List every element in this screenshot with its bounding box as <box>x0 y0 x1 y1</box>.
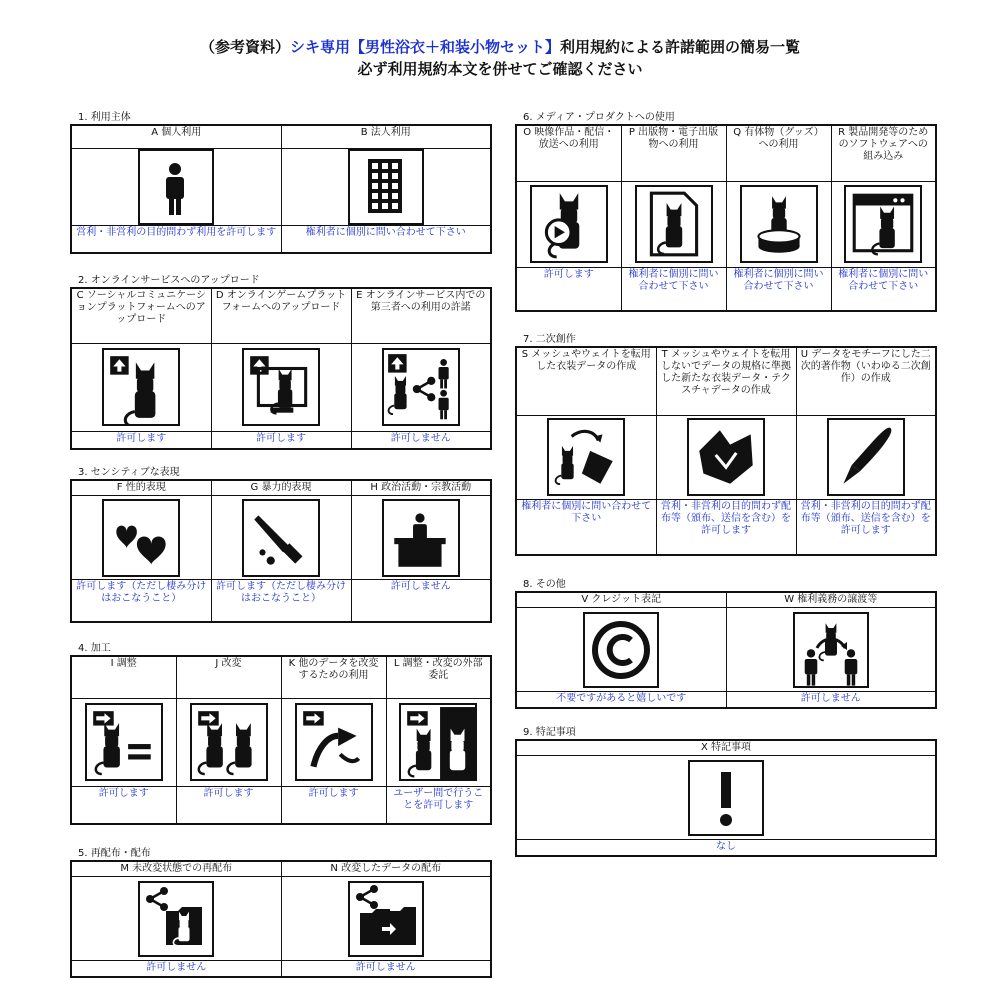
upload-social-icon <box>102 348 180 426</box>
section-3 <box>70 466 492 623</box>
section-8 <box>515 578 937 709</box>
item-header: V クレジット表記 <box>516 592 726 608</box>
goods-icon <box>740 185 818 263</box>
result-row <box>71 786 491 824</box>
item-icon-cell <box>516 181 621 267</box>
item-header: W 権利義務の譲渡等 <box>726 592 936 608</box>
building-icon <box>348 149 424 225</box>
person-icon <box>138 149 214 225</box>
item-icon-cell <box>656 415 796 499</box>
item-result: 許可しません <box>351 580 491 622</box>
modify-icon <box>190 703 268 781</box>
item-result: 許可しません <box>281 961 491 977</box>
item-icon-cell <box>71 698 176 786</box>
section-label: 7. 二次創作 <box>523 334 576 345</box>
item-header: A 個人利用 <box>71 125 281 148</box>
adjust-icon <box>85 703 163 781</box>
item-result: 許可しません <box>351 431 491 449</box>
item-header: L 調整・改変の外部委託 <box>386 656 491 698</box>
item-header: T メッシュやウェイトを転用しないでデータの規格に準拠した新たな衣装データ・テクスチャデータの作成 <box>656 347 796 415</box>
section-label: 4. 加工 <box>78 643 111 654</box>
section-label: 5. 再配布・配布 <box>78 848 151 859</box>
item-result: 権利者に個別に問い合わせて下さい <box>726 267 831 311</box>
item-result: 許可しません <box>726 692 936 708</box>
share-third-party-icon <box>382 348 460 426</box>
section-label: 1. 利用主体 <box>78 112 131 123</box>
section-label: 3. センシティブな表現 <box>78 467 180 478</box>
item-header: S メッシュやウェイトを転用した衣装データの作成 <box>516 347 656 415</box>
header-row <box>516 347 936 415</box>
use-for-other-icon <box>295 703 373 781</box>
copyright-icon <box>583 612 659 688</box>
icon-row <box>71 343 491 431</box>
section-5 <box>70 847 492 978</box>
video-icon <box>530 185 608 263</box>
item-icon-cell <box>281 877 491 961</box>
page-title <box>0 36 1000 80</box>
icon-row <box>516 181 936 267</box>
result-row <box>71 580 491 622</box>
item-result: 権利者に個別に問い合わせて下さい <box>831 267 936 311</box>
result-row <box>71 431 491 449</box>
permission-table <box>70 860 492 978</box>
header-row <box>516 125 936 181</box>
header-row <box>516 740 936 756</box>
item-result: 不要ですがあると嬉しいです <box>516 692 726 708</box>
item-header: H 政治活動・宗教活動 <box>351 480 491 496</box>
item-header: G 暴力的表現 <box>211 480 351 496</box>
transfer-rights-icon <box>793 612 869 688</box>
permission-table <box>515 591 937 709</box>
item-icon-cell <box>621 181 726 267</box>
header-row <box>71 288 491 343</box>
item-result: 許可しません <box>71 961 281 977</box>
permission-table <box>70 655 492 825</box>
permission-table <box>70 479 492 623</box>
header-row <box>71 861 491 877</box>
item-result: 営利・非営利の目的問わず利用を許可します <box>71 225 281 253</box>
mesh-transfer-icon <box>547 418 625 496</box>
item-header: M 未改変状態での再配布 <box>71 861 281 877</box>
item-result: 許可します <box>71 431 211 449</box>
item-result: 許可します（ただし棲み分けはおこなうこと） <box>211 580 351 622</box>
result-row <box>516 267 936 311</box>
item-header: D オンラインゲームプラットフォームへのアップロード <box>211 288 351 343</box>
item-result: 権利者に個別に問い合わせて下さい <box>621 267 726 311</box>
item-icon-cell <box>176 698 281 786</box>
item-icon-cell <box>71 148 281 225</box>
section-label: 9. 特記事項 <box>523 727 576 738</box>
item-result: 営利・非営利の目的問わず配布等（頒布、送信を含む）を許可します <box>656 499 796 555</box>
item-header: E オンラインサービス内での第三者への利用の許諾 <box>351 288 491 343</box>
section-2 <box>70 274 492 450</box>
section-label: 8. その他 <box>523 579 566 590</box>
permission-table <box>515 346 937 556</box>
item-icon-cell <box>211 496 351 580</box>
item-icon-cell <box>71 877 281 961</box>
item-result: 営利・非営利の目的問わず配布等（頒布、送信を含む）を許可します <box>796 499 936 555</box>
item-result: 許可します <box>71 786 176 824</box>
item-result: 許可します <box>176 786 281 824</box>
item-result: ユーザー間で行うことを許可します <box>386 786 491 824</box>
publication-icon <box>635 185 713 263</box>
result-row <box>516 499 936 555</box>
item-header: C ソーシャルコミュニケーションプラットフォームへのアップロード <box>71 288 211 343</box>
upload-game-icon <box>242 348 320 426</box>
item-header: B 法人利用 <box>281 125 491 148</box>
item-result: なし <box>516 840 936 856</box>
permission-table <box>70 124 492 254</box>
icon-row <box>516 415 936 499</box>
item-icon-cell <box>726 608 936 692</box>
icon-row <box>71 496 491 580</box>
result-row <box>516 692 936 708</box>
section-4 <box>70 642 492 825</box>
section-label: 6. メディア・プロダクトへの使用 <box>523 112 675 123</box>
item-icon-cell <box>281 148 491 225</box>
item-icon-cell <box>831 181 936 267</box>
item-header: U データをモチーフにした二次的著作物（いわゆる二次創作）の作成 <box>796 347 936 415</box>
item-result: 許可します <box>516 267 621 311</box>
podium-icon <box>382 499 460 577</box>
item-header: I 調整 <box>71 656 176 698</box>
item-result: 許可します <box>281 786 386 824</box>
title-line-2: 必ず利用規約本文を併せてご確認ください <box>357 60 643 78</box>
section-label: 2. オンラインサービスへのアップロード <box>78 275 260 286</box>
section-1 <box>70 111 492 254</box>
permission-table <box>515 739 937 857</box>
title-line-1: （参考資料）シキ専用【男性浴衣＋和装小物セット】利用規約による許諾範囲の簡易一覧 <box>199 38 801 56</box>
item-header: X 特記事項 <box>516 740 936 756</box>
header-row <box>516 592 936 608</box>
item-icon-cell <box>281 698 386 786</box>
item-result: 許可します（ただし棲み分けはおこなうこと） <box>71 580 211 622</box>
icon-row <box>516 756 936 840</box>
redistribute-icon <box>138 881 214 957</box>
item-icon-cell <box>211 343 351 431</box>
item-header: Q 有体物（グッズ）への利用 <box>726 125 831 181</box>
header-row <box>71 656 491 698</box>
item-icon-cell <box>726 181 831 267</box>
item-icon-cell <box>351 343 491 431</box>
pen-icon <box>827 418 905 496</box>
result-row <box>71 961 491 977</box>
item-icon-cell <box>516 756 936 840</box>
result-row <box>516 840 936 856</box>
icon-row <box>71 877 491 961</box>
item-result: 権利者に個別に問い合わせて下さい <box>516 499 656 555</box>
hearts-icon <box>102 499 180 577</box>
item-header: P 出版物・電子出版物への利用 <box>621 125 726 181</box>
header-row <box>71 125 491 148</box>
icon-row <box>71 698 491 786</box>
icon-row <box>71 148 491 225</box>
knife-icon <box>242 499 320 577</box>
item-icon-cell <box>516 415 656 499</box>
outsource-icon <box>399 703 477 781</box>
item-header: O 映像作品・配信・放送への利用 <box>516 125 621 181</box>
distribute-modified-icon <box>348 881 424 957</box>
item-header: F 性的表現 <box>71 480 211 496</box>
header-row <box>71 480 491 496</box>
item-header: K 他のデータを改変するための利用 <box>281 656 386 698</box>
item-icon-cell <box>516 608 726 692</box>
item-header: N 改変したデータの配布 <box>281 861 491 877</box>
result-row <box>71 225 491 253</box>
item-icon-cell <box>386 698 491 786</box>
item-icon-cell <box>351 496 491 580</box>
new-costume-icon <box>687 418 765 496</box>
item-result: 権利者に個別に問い合わせて下さい <box>281 225 491 253</box>
item-icon-cell <box>71 496 211 580</box>
icon-row <box>516 608 936 692</box>
item-result: 許可します <box>211 431 351 449</box>
section-6 <box>515 111 937 312</box>
section-7 <box>515 333 937 556</box>
item-header: J 改変 <box>176 656 281 698</box>
item-icon-cell <box>71 343 211 431</box>
permission-table <box>70 287 492 450</box>
section-9 <box>515 726 937 857</box>
software-icon <box>844 185 922 263</box>
exclamation-icon <box>688 760 764 836</box>
permission-table <box>515 124 937 312</box>
item-icon-cell <box>796 415 936 499</box>
item-header: R 製品開発等のためのソフトウェアへの組み込み <box>831 125 936 181</box>
